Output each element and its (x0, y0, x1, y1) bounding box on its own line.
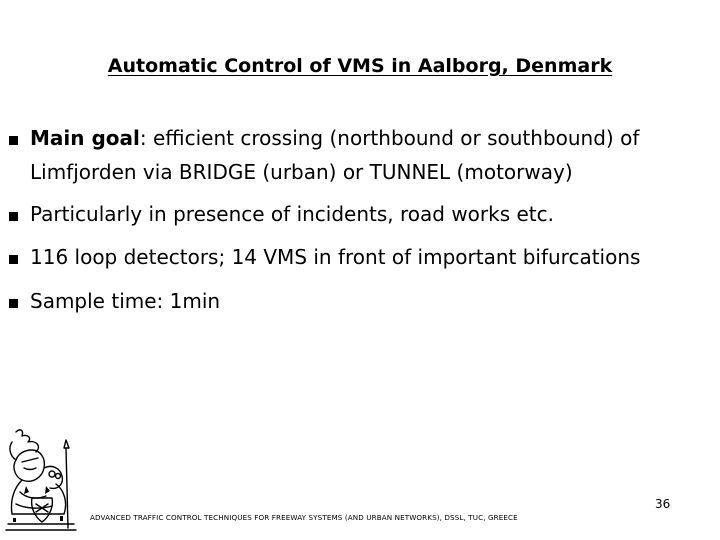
bullet-item (30, 284, 690, 318)
bullet-lead: Main goal (30, 126, 140, 150)
bullet-marker (9, 212, 18, 221)
bullet-marker (9, 299, 18, 308)
bullet-text: : efficient crossing (northbound or southbound) of Limfjorden via BRIDGE (urban) or TUNNEL (motorway) (30, 126, 640, 184)
bullet-item (30, 197, 690, 231)
bullet-marker (9, 136, 18, 145)
page-number: 36 (655, 497, 671, 511)
bullet-item (30, 240, 690, 274)
bullet-item (30, 121, 690, 189)
page-title: Automatic Control of VMS in Aalborg, Denmark (107, 55, 613, 77)
footer-text: ADVANCED TRAFFIC CONTROL TECHNIQUES FOR FREEWAY SYSTEMS (AND URBAN NETWORKS), DSSL, TUC, GREECE (90, 513, 518, 522)
bullet-text: Sample time: 1min (30, 289, 221, 313)
university-logo-icon (2, 428, 80, 534)
bullet-marker (9, 255, 18, 264)
bullet-text: 116 loop detectors; 14 VMS in front of important bifurcations (30, 245, 641, 269)
bullet-text: Particularly in presence of incidents, road works etc. (30, 202, 555, 226)
